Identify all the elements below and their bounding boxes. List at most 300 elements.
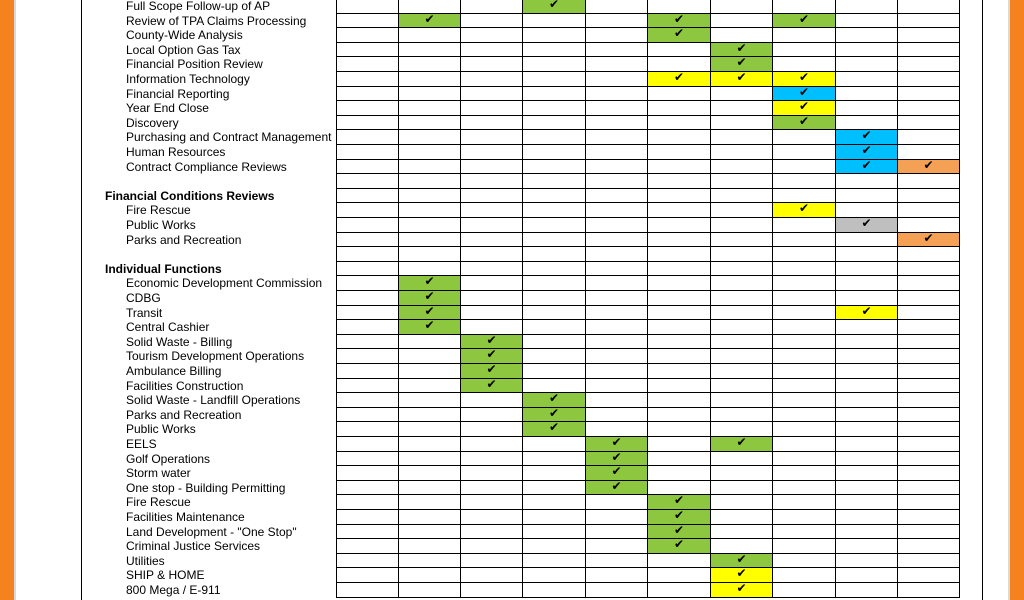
grid-cell — [772, 451, 836, 467]
grid-cell — [522, 261, 586, 277]
checkmark-icon: ✔ — [861, 157, 872, 172]
grid-cell — [772, 538, 836, 554]
grid-cell — [460, 436, 523, 452]
grid-cell — [835, 27, 898, 43]
checkmark-icon: ✔ — [861, 143, 872, 157]
checkmark-icon: ✔ — [548, 0, 560, 11]
grid-cell — [522, 480, 586, 496]
grid-cell — [398, 480, 461, 496]
row-label: Fire Rescue — [126, 203, 191, 218]
grid-cell — [522, 334, 586, 350]
grid-cell — [647, 173, 711, 189]
grid-cell — [460, 290, 523, 306]
row-label: Contract Compliance Reviews — [126, 159, 287, 174]
grid-cell — [897, 451, 960, 467]
grid-cell — [398, 232, 461, 248]
grid-cell — [398, 217, 461, 233]
grid-cell — [647, 451, 711, 467]
grid-cell — [336, 100, 399, 116]
grid-cell — [647, 334, 711, 350]
grid-cell — [710, 378, 773, 394]
grid-cell — [398, 27, 461, 43]
grid-cell — [835, 100, 898, 116]
grid-cell — [585, 524, 648, 540]
grid-cell — [897, 159, 960, 175]
grid-cell — [460, 217, 523, 233]
grid-cell — [585, 275, 648, 291]
grid-cell — [585, 188, 648, 204]
grid-cell — [522, 567, 586, 583]
grid-cell — [710, 275, 773, 291]
row-label: Economic Development Commission — [126, 276, 323, 291]
grid-cell — [460, 480, 523, 496]
grid-cell — [897, 42, 960, 58]
row-label: Year End Close — [126, 101, 209, 116]
grid-cell — [897, 115, 960, 131]
checkmark-icon: ✔ — [611, 435, 622, 449]
grid-cell — [772, 202, 836, 218]
grid-cell — [336, 348, 399, 364]
grid-cell — [647, 159, 711, 175]
row-label: 800 Mega / E-911 — [126, 583, 221, 597]
grid-cell — [772, 582, 836, 598]
grid-cell — [585, 363, 648, 379]
grid-cell — [398, 159, 461, 175]
grid-cell — [336, 144, 399, 160]
checkmark-icon: ✔ — [424, 303, 435, 318]
grid-cell — [835, 392, 898, 408]
grid-cell — [460, 261, 523, 277]
grid-cell — [710, 480, 773, 496]
grid-cell — [398, 13, 461, 29]
checkmark-icon: ✔ — [486, 376, 497, 391]
grid-cell — [398, 436, 461, 452]
grid-cell — [460, 451, 523, 467]
grid-cell — [398, 56, 461, 72]
checkmark-icon: ✔ — [736, 40, 747, 55]
grid-cell — [835, 421, 898, 437]
grid-cell — [710, 392, 773, 408]
grid-cell — [398, 86, 461, 102]
grid-cell — [398, 100, 461, 116]
grid-cell — [460, 538, 523, 554]
grid-cell — [460, 524, 523, 540]
grid-cell — [336, 538, 399, 554]
grid-cell — [585, 232, 648, 248]
grid-cell — [710, 0, 773, 14]
checkmark-icon: ✔ — [736, 435, 747, 449]
grid-cell — [398, 173, 461, 189]
grid-cell — [835, 42, 898, 58]
grid-cell — [460, 115, 523, 131]
grid-cell — [585, 261, 648, 277]
grid-cell — [772, 494, 836, 510]
grid-cell — [647, 363, 711, 379]
grid-cell — [772, 319, 836, 335]
grid-cell — [522, 100, 586, 116]
checkmark-icon: ✔ — [611, 464, 622, 479]
checkmark-icon: ✔ — [548, 391, 560, 406]
grid-cell — [647, 567, 711, 583]
grid-cell — [710, 436, 773, 452]
grid-cell — [710, 159, 773, 175]
grid-cell — [897, 407, 960, 423]
grid-cell — [336, 246, 399, 262]
row-label: Solid Waste - Landfill Operations — [126, 393, 301, 408]
grid-cell — [647, 246, 711, 262]
grid-cell — [522, 290, 586, 306]
grid-cell — [835, 232, 898, 248]
grid-cell — [897, 494, 960, 510]
row-label: Parks and Recreation — [126, 232, 242, 247]
row-label: One stop - Building Permitting — [126, 480, 286, 495]
grid-cell — [772, 524, 836, 540]
grid-cell — [460, 392, 523, 408]
grid-cell — [647, 100, 711, 116]
row-label: Storm water — [126, 466, 191, 481]
row-label: Central Cashier — [126, 320, 210, 335]
grid-cell — [460, 407, 523, 423]
grid-cell — [522, 232, 586, 248]
checkmark-icon: ✔ — [548, 420, 560, 435]
grid-cell — [336, 275, 399, 291]
grid-cell — [897, 13, 960, 29]
grid-cell — [522, 144, 586, 160]
grid-cell — [522, 217, 586, 233]
grid-cell — [897, 27, 960, 43]
grid-cell — [772, 567, 836, 583]
row-label: Parks and Recreation — [126, 407, 242, 422]
grid-cell — [585, 159, 648, 175]
grid-cell — [647, 202, 711, 218]
grid-cell — [835, 348, 898, 364]
grid-cell — [398, 407, 461, 423]
grid-cell — [336, 129, 399, 145]
grid-cell — [522, 465, 586, 481]
grid-cell — [336, 261, 399, 277]
grid-cell — [835, 451, 898, 467]
grid-cell — [460, 71, 523, 87]
grid-cell — [522, 188, 586, 204]
grid-cell — [336, 217, 399, 233]
grid-cell — [336, 451, 399, 467]
grid-cell — [585, 538, 648, 554]
checkmark-icon: ✔ — [736, 551, 747, 566]
checkmark-icon: ✔ — [798, 99, 810, 114]
grid-cell — [897, 509, 960, 525]
grid-cell — [897, 86, 960, 102]
grid-cell — [522, 494, 586, 510]
grid-cell — [522, 115, 586, 131]
checkmark-icon: ✔ — [861, 216, 872, 230]
grid-cell — [336, 42, 399, 58]
checkmark-icon: ✔ — [424, 11, 435, 26]
section-heading: Individual Functions — [105, 261, 222, 276]
grid-cell — [460, 144, 523, 160]
grid-cell — [835, 0, 898, 14]
grid-cell — [772, 144, 836, 160]
grid-cell — [647, 538, 711, 554]
grid-cell — [647, 407, 711, 423]
grid-cell — [772, 392, 836, 408]
grid-cell — [647, 144, 711, 160]
checkmark-icon: ✔ — [673, 11, 685, 26]
grid-cell — [585, 494, 648, 510]
grid-cell — [336, 71, 399, 87]
grid-cell — [835, 56, 898, 72]
checkmark-icon: ✔ — [486, 332, 497, 347]
row-label: Fire Rescue — [126, 495, 191, 510]
grid-cell — [336, 480, 399, 496]
grid-cell — [460, 494, 523, 510]
grid-cell — [710, 305, 773, 321]
grid-cell — [647, 319, 711, 335]
checkmark-icon: ✔ — [923, 230, 934, 245]
grid-cell — [585, 480, 648, 496]
checkmark-icon: ✔ — [798, 70, 810, 84]
grid-cell — [710, 348, 773, 364]
grid-cell — [460, 100, 523, 116]
grid-cell — [897, 348, 960, 364]
grid-cell — [336, 524, 399, 540]
row-label: Purchasing and Contract Management — [126, 130, 332, 145]
grid-cell — [835, 407, 898, 423]
grid-cell — [460, 553, 523, 569]
grid-cell — [835, 275, 898, 291]
grid-cell — [460, 509, 523, 525]
grid-cell — [460, 378, 523, 394]
checkmark-icon: ✔ — [548, 405, 560, 420]
grid-cell — [772, 509, 836, 525]
row-label: Financial Reporting — [126, 86, 230, 101]
grid-cell — [522, 319, 586, 335]
grid-cell — [647, 188, 711, 204]
grid-cell — [835, 319, 898, 335]
grid-cell — [897, 363, 960, 379]
grid-cell — [835, 159, 898, 175]
grid-cell — [398, 538, 461, 554]
grid-cell — [336, 567, 399, 583]
grid-cell — [647, 392, 711, 408]
grid-cell — [585, 71, 648, 87]
grid-cell — [710, 524, 773, 540]
grid-cell — [835, 553, 898, 569]
grid-cell — [647, 378, 711, 394]
grid-cell — [772, 217, 836, 233]
grid-cell — [835, 334, 898, 350]
row-label: Facilities Construction — [126, 378, 244, 393]
grid-cell — [585, 246, 648, 262]
grid-cell — [398, 524, 461, 540]
grid-cell — [772, 553, 836, 569]
grid-cell — [835, 71, 898, 87]
row-label: Transit — [126, 305, 163, 320]
grid-cell — [835, 538, 898, 554]
grid-cell — [835, 582, 898, 598]
grid-cell — [710, 71, 773, 87]
grid-cell — [585, 56, 648, 72]
grid-cell — [460, 13, 523, 29]
grid-cell — [398, 582, 461, 598]
grid-cell — [647, 71, 711, 87]
grid-cell — [897, 553, 960, 569]
grid-cell — [460, 56, 523, 72]
checkmark-icon: ✔ — [424, 289, 435, 303]
row-label: Ambulance Billing — [126, 364, 222, 378]
row-label: SHIP & HOME — [126, 568, 205, 583]
grid-cell — [398, 188, 461, 204]
grid-cell — [585, 553, 648, 569]
grid-cell — [897, 582, 960, 598]
grid-cell — [336, 290, 399, 306]
grid-cell — [647, 305, 711, 321]
grid-cell — [710, 509, 773, 525]
checkmark-icon: ✔ — [798, 11, 810, 26]
checkmark-icon: ✔ — [923, 157, 934, 172]
grid-cell — [897, 232, 960, 248]
row-label: Land Development - "One Stop" — [126, 524, 297, 539]
grid-cell — [336, 86, 399, 102]
grid-cell — [522, 0, 586, 14]
grid-cell — [897, 305, 960, 321]
grid-cell — [772, 27, 836, 43]
grid-cell — [522, 524, 586, 540]
grid-cell — [897, 290, 960, 306]
checkmark-icon: ✔ — [736, 566, 747, 581]
grid-cell — [897, 334, 960, 350]
grid-cell — [585, 115, 648, 131]
grid-cell — [897, 71, 960, 87]
grid-cell — [710, 290, 773, 306]
grid-cell — [336, 334, 399, 350]
grid-cell — [710, 494, 773, 510]
grid-cell — [647, 86, 711, 102]
grid-cell — [710, 232, 773, 248]
grid-cell — [897, 538, 960, 554]
grid-cell — [835, 524, 898, 540]
grid-cell — [336, 305, 399, 321]
grid-cell — [460, 202, 523, 218]
grid-cell — [710, 407, 773, 423]
grid-cell — [585, 582, 648, 598]
checkmark-icon: ✔ — [798, 201, 810, 216]
grid-cell — [460, 173, 523, 189]
grid-cell — [336, 0, 399, 14]
row-label: Public Works — [126, 422, 196, 437]
grid-cell — [647, 27, 711, 43]
row-label: Public Works — [126, 218, 196, 232]
checkmark-icon: ✔ — [673, 26, 685, 41]
grid-cell — [897, 392, 960, 408]
grid-cell — [647, 261, 711, 277]
grid-cell — [522, 421, 586, 437]
grid-cell — [585, 100, 648, 116]
grid-cell — [585, 319, 648, 335]
grid-cell — [522, 363, 586, 379]
grid-cell — [398, 494, 461, 510]
grid-cell — [647, 275, 711, 291]
grid-cell — [522, 202, 586, 218]
grid-cell — [585, 27, 648, 43]
grid-cell — [585, 0, 648, 14]
grid-cell — [772, 42, 836, 58]
grid-cell — [522, 509, 586, 525]
grid-cell — [336, 173, 399, 189]
row-label: Utilities — [126, 553, 165, 568]
checkmark-icon: ✔ — [486, 347, 497, 362]
grid-cell — [772, 275, 836, 291]
grid-cell — [336, 363, 399, 379]
grid-cell — [398, 334, 461, 350]
grid-cell — [710, 129, 773, 145]
grid-cell — [772, 421, 836, 437]
grid-cell — [772, 305, 836, 321]
grid-cell — [710, 115, 773, 131]
grid-cell — [585, 334, 648, 350]
grid-cell — [522, 275, 586, 291]
grid-cell — [647, 582, 711, 598]
row-label: Financial Position Review — [126, 57, 263, 72]
grid-cell — [336, 407, 399, 423]
grid-cell — [585, 86, 648, 102]
grid-cell — [772, 363, 836, 379]
grid-cell — [710, 144, 773, 160]
grid-cell — [585, 144, 648, 160]
grid-cell — [336, 421, 399, 437]
grid-cell — [398, 378, 461, 394]
grid-cell — [897, 261, 960, 277]
grid-cell — [336, 232, 399, 248]
checkmark-icon: ✔ — [611, 478, 622, 493]
row-label: Human Resources — [126, 145, 226, 159]
grid-cell — [772, 13, 836, 29]
grid-cell — [460, 582, 523, 598]
grid-cell — [647, 436, 711, 452]
grid-cell — [460, 86, 523, 102]
row-label: County-Wide Analysis — [126, 28, 243, 43]
grid-cell — [585, 173, 648, 189]
grid-cell — [522, 582, 586, 598]
checkmark-icon: ✔ — [424, 318, 435, 333]
grid-cell — [585, 13, 648, 29]
grid-cell — [522, 246, 586, 262]
grid-cell — [398, 246, 461, 262]
grid-cell — [522, 27, 586, 43]
grid-cell — [647, 465, 711, 481]
grid-cell — [398, 144, 461, 160]
grid-cell — [336, 378, 399, 394]
grid-cell — [710, 319, 773, 335]
checkmark-icon: ✔ — [798, 113, 810, 128]
grid-cell — [897, 378, 960, 394]
grid-cell — [460, 465, 523, 481]
grid-cell — [897, 480, 960, 496]
grid-cell — [647, 217, 711, 233]
grid-cell — [585, 348, 648, 364]
grid-cell — [710, 86, 773, 102]
checkmark-icon: ✔ — [798, 84, 810, 99]
grid-cell — [398, 319, 461, 335]
grid-cell — [336, 494, 399, 510]
grid-cell — [398, 115, 461, 131]
grid-cell — [336, 436, 399, 452]
grid-cell — [710, 202, 773, 218]
checkmark-icon: ✔ — [424, 274, 435, 289]
grid-cell — [336, 13, 399, 29]
grid-cell — [772, 129, 836, 145]
grid-cell — [772, 246, 836, 262]
grid-cell — [522, 436, 586, 452]
